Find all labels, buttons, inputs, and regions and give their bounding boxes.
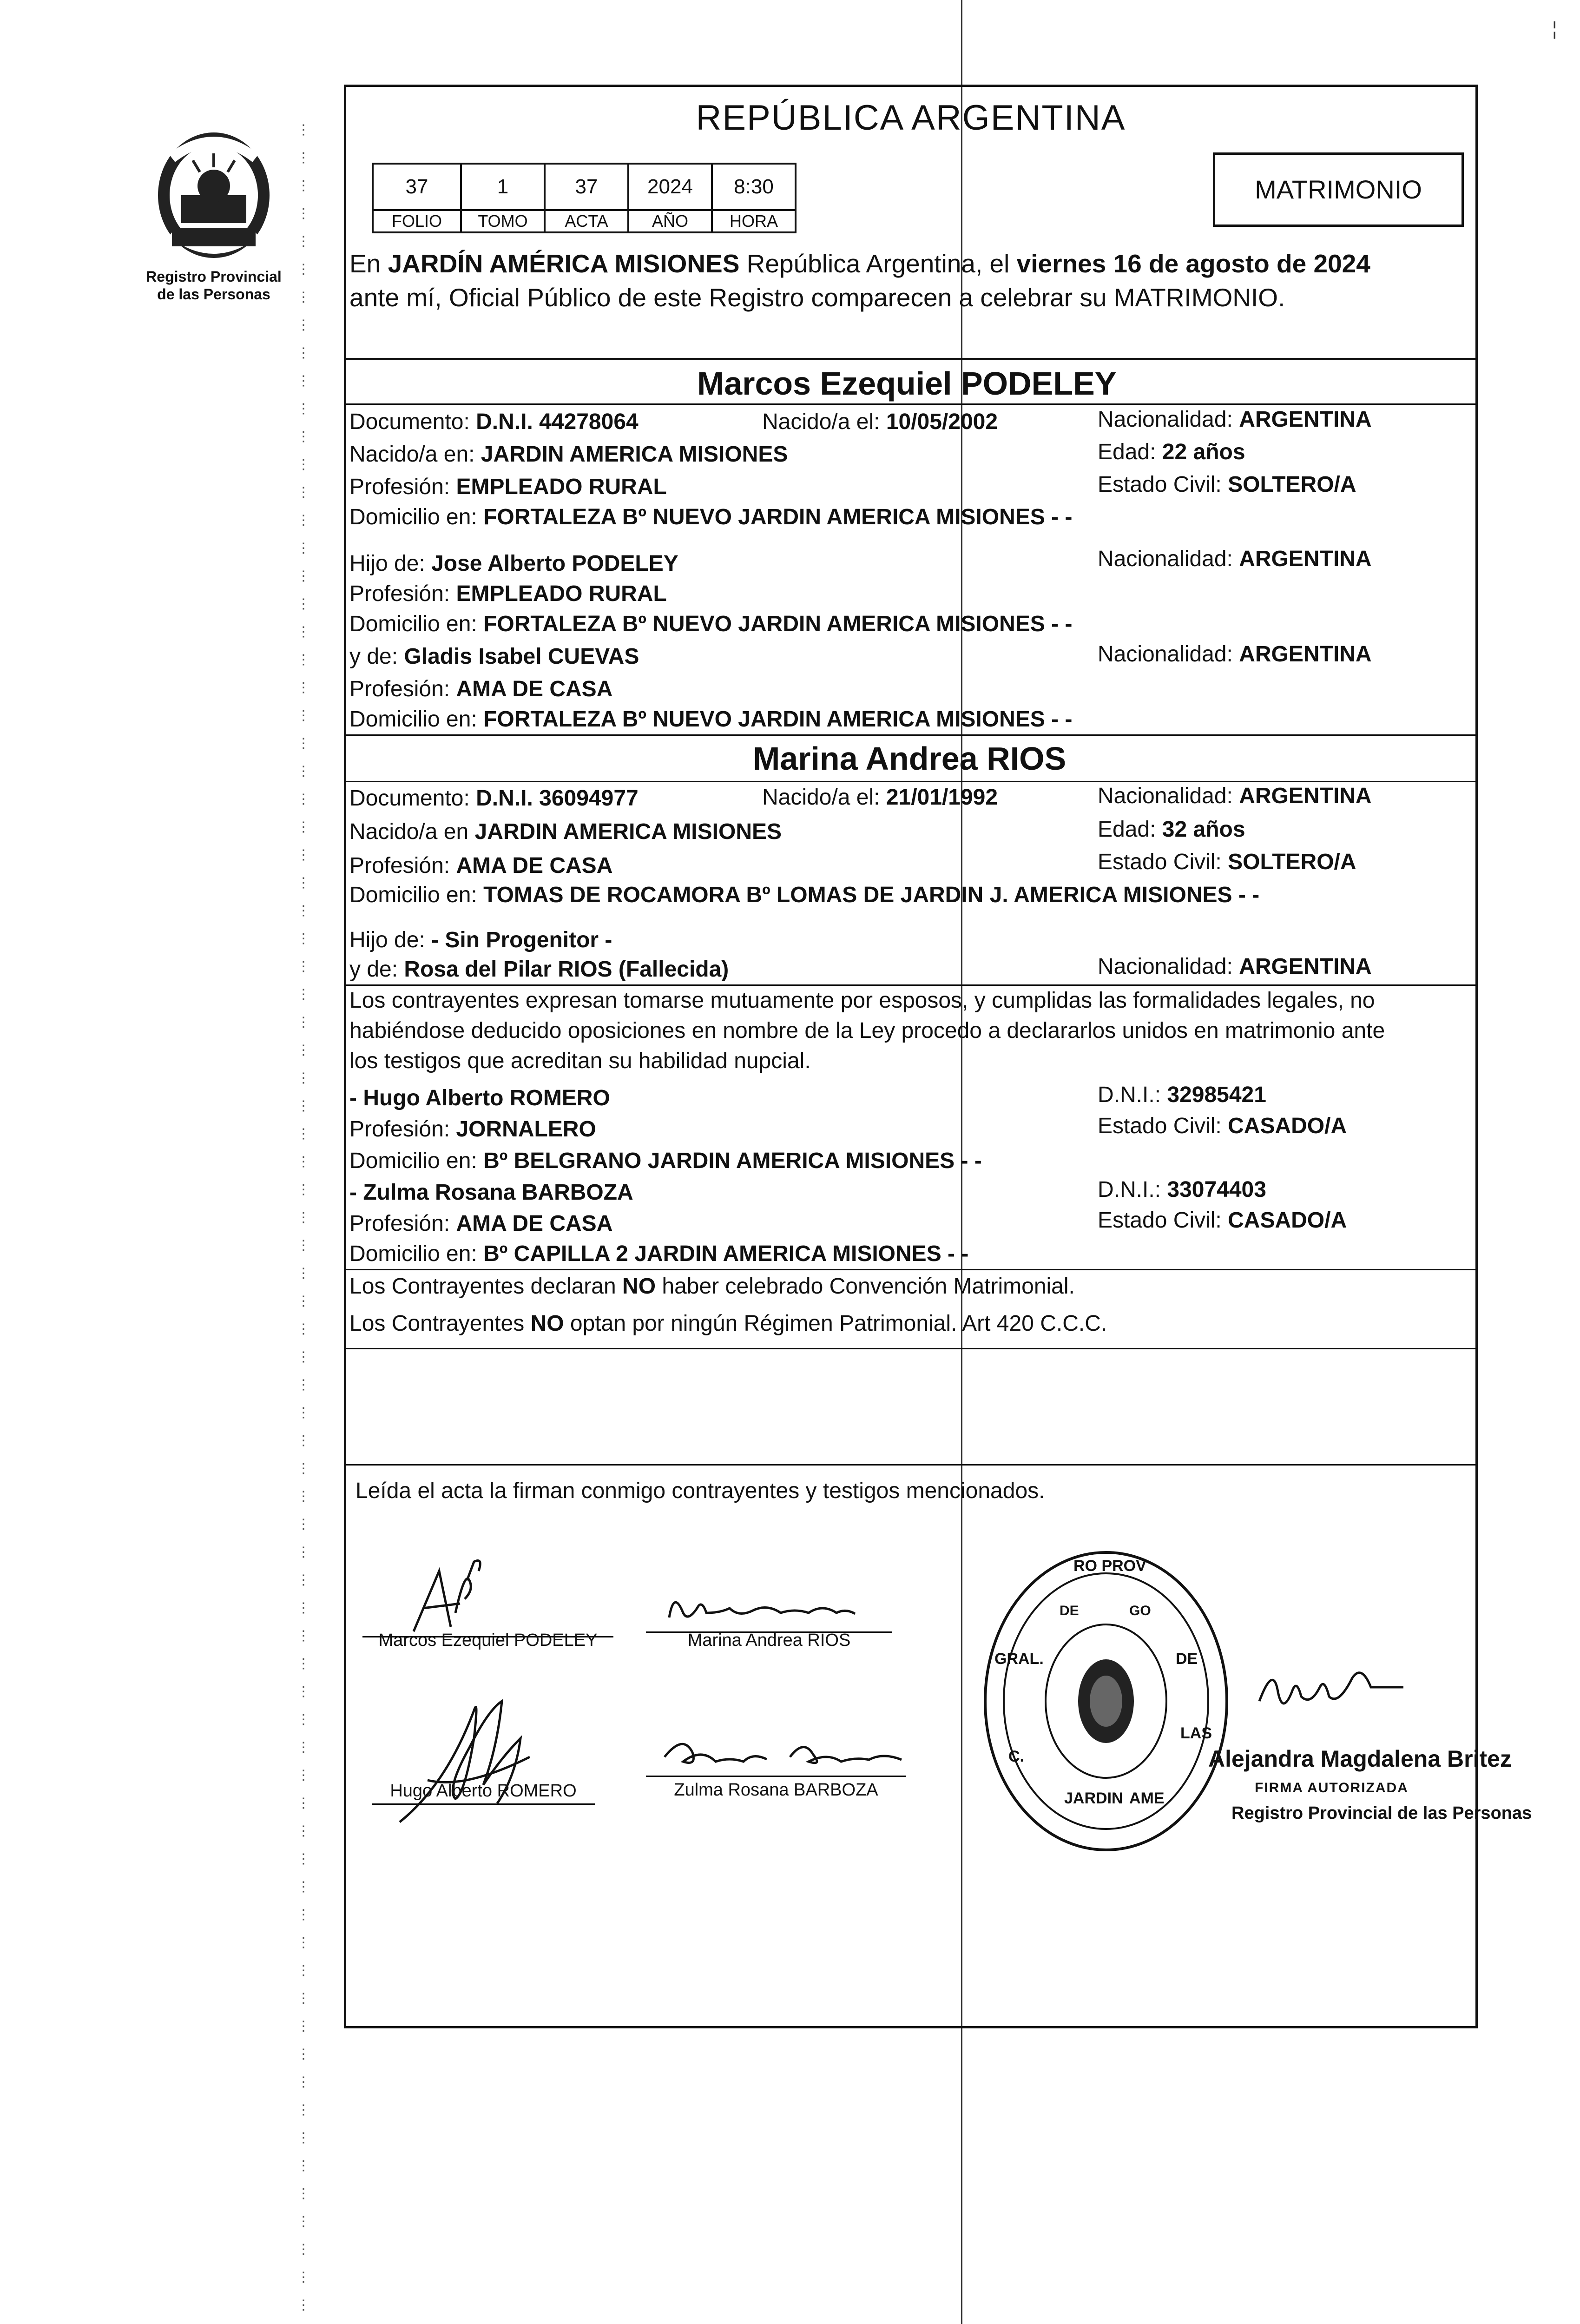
spouse1-birthdate: Nacido/a el: 10/05/2002: [762, 409, 998, 434]
margin-dots: ⋮ ⋮ ⋮ ⋮ ⋮ ⋮ ⋮ ⋮ ⋮ ⋮ ⋮ ⋮ ⋮ ⋮ ⋮ ⋮ ⋮ ⋮ ⋮ ⋮ ⋮ ⋮ ⋮ ⋮ ⋮ ⋮ ⋮ ⋮ ⋮ ⋮ ⋮ ⋮ ⋮ ⋮ ⋮ ⋮ ⋮ ⋮ ⋮ ⋮ ⋮ ⋮ ⋮ ⋮ ⋮ ⋮ ⋮ ⋮ ⋮ ⋮ ⋮ ⋮ ⋮ ⋮ ⋮ ⋮ ⋮ ⋮ ⋮ ⋮ ⋮ ⋮ ⋮ ⋮ ⋮ ⋮ ⋮ ⋮ ⋮ ⋮ ⋮ ⋮ ⋮ ⋮ ⋮ ⋮ ⋮ ⋮ ⋮: [296, 122, 310, 2313]
spouse1-birthplace: Nacido/a en: JARDIN AMERICA MISIONES: [349, 442, 788, 467]
witness2-name: - Zulma Rosana BARBOZA: [349, 1180, 633, 1205]
registry-caption-line2: de las Personas: [157, 286, 270, 303]
svg-text:DE: DE: [1176, 1650, 1198, 1668]
svg-text:JARDIN: JARDIN: [1064, 1789, 1123, 1807]
tomo-label: TOMO: [461, 210, 545, 232]
hora-value: 8:30: [712, 164, 796, 210]
signature-witness1-icon: [381, 1683, 558, 1831]
svg-text:LAS: LAS: [1180, 1724, 1212, 1742]
intro-line1: En JARDÍN AMÉRICA MISIONES República Argentina, el viernes 16 de agosto de 2024: [349, 249, 1370, 278]
declaration-line3: los testigos que acreditan su habilidad nupcial.: [349, 1049, 811, 1073]
spouse2-signature-name: Marina Andrea RIOS: [687, 1631, 851, 1650]
official-office: Registro Provincial de las Personas: [1231, 1803, 1532, 1823]
svg-text:AME: AME: [1129, 1789, 1165, 1807]
document-title: REPÚBLICA ARGENTINA: [696, 98, 1126, 138]
spouse2-nationality: Nacionalidad: ARGENTINA: [1098, 784, 1372, 808]
spouse1-father: Hijo de: Jose Alberto PODELEY: [349, 551, 678, 576]
spouse1-civil-status: Estado Civil: SOLTERO/A: [1098, 472, 1356, 497]
registry-logo: [125, 125, 302, 303]
signature-spouse1-icon: [395, 1552, 497, 1641]
svg-text:GO: GO: [1129, 1603, 1151, 1618]
witness1-signature-name: Hugo Alberto ROMERO: [390, 1781, 577, 1801]
scan-edge-mark: ¦: [1552, 19, 1557, 39]
declaration-line2: habiéndose deducido oposiciones en nombre de la Ley procedo a declararlos unidos en matrimonio ante: [349, 1018, 1385, 1043]
spouse1-father-address: Domicilio en: FORTALEZA Bº NUEVO JARDIN AMERICA MISIONES - -: [349, 612, 1073, 636]
intro-line2: ante mí, Oficial Público de este Registro comparecen a celebrar su MATRIMONIO.: [349, 283, 1285, 312]
spouse1-name: Marcos Ezequiel PODELEY: [697, 365, 1117, 402]
convention-line2: Los Contrayentes NO optan por ningún Régimen Patrimonial. Art 420 C.C.C.: [349, 1311, 1107, 1336]
spouse1-nationality: Nacionalidad: ARGENTINA: [1098, 407, 1372, 432]
witness1-address: Domicilio en: Bº BELGRANO JARDIN AMERICA MISIONES - -: [349, 1149, 982, 1173]
registry-seal-icon: [976, 1543, 1236, 1868]
spouse1-father-nationality: Nacionalidad: ARGENTINA: [1098, 547, 1372, 571]
spouse1-mother-profession: Profesión: AMA DE CASA: [349, 677, 613, 701]
spouse1-address: Domicilio en: FORTALEZA Bº NUEVO JARDIN AMERICA MISIONES - -: [349, 505, 1073, 529]
witness2-address: Domicilio en: Bº CAPILLA 2 JARDIN AMERICA MISIONES - -: [349, 1241, 969, 1266]
signature-witness2-icon: [655, 1729, 915, 1780]
signature-spouse2-icon: [660, 1585, 902, 1631]
spouse1-signature-name: Marcos Ezequiel PODELEY: [378, 1631, 598, 1650]
spouse2-birthplace: Nacido/a en JARDIN AMERICA MISIONES: [349, 819, 782, 844]
spouse1-profession: Profesión: EMPLEADO RURAL: [349, 475, 667, 499]
ano-label: AÑO: [628, 210, 712, 232]
spouse1-document: Documento: D.N.I. 44278064: [349, 409, 639, 434]
spouse2-age: Edad: 32 años: [1098, 817, 1245, 842]
spouse1-mother-address: Domicilio en: FORTALEZA Bº NUEVO JARDIN AMERICA MISIONES - -: [349, 707, 1073, 732]
ano-value: 2024: [628, 164, 712, 210]
spouse1-father-profession: Profesión: EMPLEADO RURAL: [349, 581, 667, 606]
official-name: Alejandra Magdalena Britez: [1208, 1746, 1512, 1772]
witness2-civil-status: Estado Civil: CASADO/A: [1098, 1208, 1347, 1233]
registry-table: [372, 163, 797, 233]
divider: [344, 358, 1478, 360]
spouse1-mother-nationality: Nacionalidad: ARGENTINA: [1098, 642, 1372, 667]
svg-text:GRAL.: GRAL.: [994, 1650, 1044, 1668]
spouse2-address: Domicilio en: TOMAS DE ROCAMORA Bº LOMAS DE JARDIN J. AMERICA MISIONES - -: [349, 883, 1260, 907]
spouse1-age: Edad: 22 años: [1098, 440, 1245, 464]
spouse2-civil-status: Estado Civil: SOLTERO/A: [1098, 850, 1356, 874]
acta-label: ACTA: [545, 210, 628, 232]
signature-official-icon: [1250, 1636, 1417, 1729]
witness2-profession: Profesión: AMA DE CASA: [349, 1211, 613, 1236]
divider: [344, 1269, 1478, 1270]
witness2-signature-name: Zulma Rosana BARBOZA: [674, 1780, 878, 1800]
divider: [344, 984, 1478, 986]
divider: [344, 781, 1478, 782]
svg-text:RO PROV: RO PROV: [1073, 1557, 1146, 1575]
divider: [344, 734, 1478, 736]
signature-line: [646, 1776, 906, 1777]
witness1-name: - Hugo Alberto ROMERO: [349, 1086, 610, 1110]
spouse2-mother-nationality: Nacionalidad: ARGENTINA: [1098, 954, 1372, 979]
registry-caption: [125, 268, 302, 303]
signature-line: [372, 1803, 595, 1805]
divider: [344, 1464, 1478, 1466]
spouse2-name: Marina Andrea RIOS: [753, 740, 1066, 777]
registry-caption-line1: Registro Provincial: [146, 268, 282, 285]
hora-label: HORA: [712, 210, 796, 232]
spouse2-father: Hijo de: - Sin Progenitor -: [349, 928, 612, 952]
divider: [344, 403, 1478, 405]
spouse2-profession: Profesión: AMA DE CASA: [349, 853, 613, 878]
spouse1-mother: y de: Gladis Isabel CUEVAS: [349, 644, 639, 669]
svg-text:DE: DE: [1060, 1603, 1079, 1618]
witness1-profession: Profesión: JORNALERO: [349, 1117, 596, 1142]
declaration-line1: Los contrayentes expresan tomarse mutuamente por esposos, y cumplidas las formalidades legales, no: [349, 988, 1375, 1013]
folio-value: 37: [373, 164, 461, 210]
closing-text: Leída el acta la firman conmigo contrayentes y testigos mencionados.: [356, 1479, 1045, 1503]
acta-value: 37: [545, 164, 628, 210]
act-type-box: MATRIMONIO: [1213, 152, 1464, 227]
spouse2-document: Documento: D.N.I. 36094977: [349, 786, 639, 811]
witness2-dni: D.N.I.: 33074403: [1098, 1177, 1266, 1202]
svg-text:C.: C.: [1008, 1748, 1024, 1765]
convention-line1: Los Contrayentes declaran NO haber celebrado Convención Matrimonial.: [349, 1274, 1075, 1299]
divider: [344, 1348, 1478, 1349]
witness1-dni: D.N.I.: 32985421: [1098, 1083, 1266, 1107]
folio-label: FOLIO: [373, 210, 461, 232]
official-title: FIRMA AUTORIZADA: [1255, 1780, 1409, 1796]
misiones-crest-icon: [144, 125, 283, 265]
spouse2-birthdate: Nacido/a el: 21/01/1992: [762, 785, 998, 810]
witness1-civil-status: Estado Civil: CASADO/A: [1098, 1114, 1347, 1138]
spouse2-mother: y de: Rosa del Pilar RIOS (Fallecida): [349, 957, 729, 982]
tomo-value: 1: [461, 164, 545, 210]
